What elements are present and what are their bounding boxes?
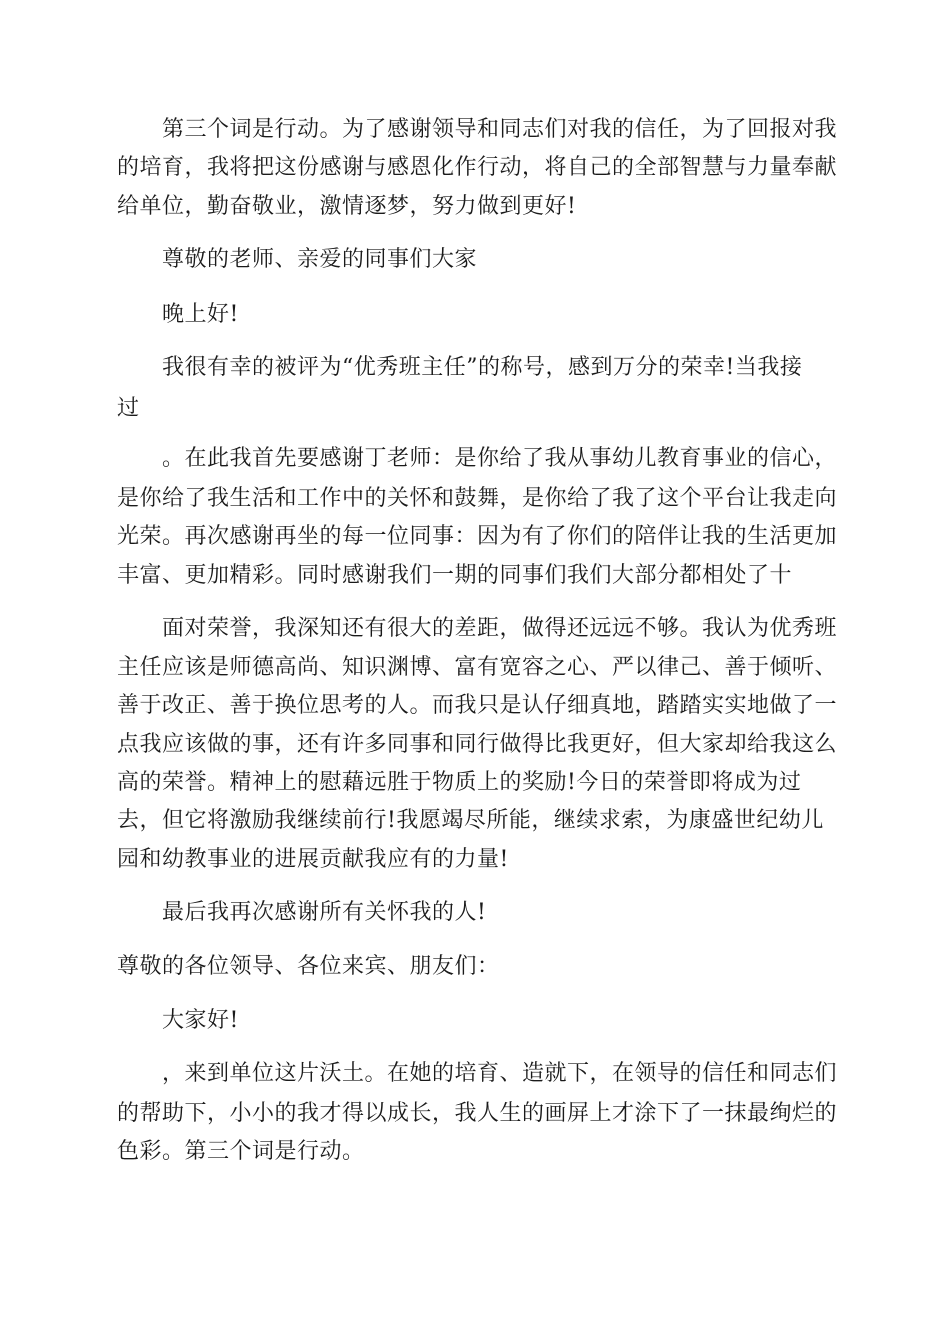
text-line: 善于改正、善于换位思考的人。而我只是认仔细真地，踏踏实实地做了一 bbox=[117, 693, 838, 718]
text-line: 高的荣誉。精神上的慰藉远胜于物质上的奖励!今日的荣誉即将成为过 bbox=[117, 770, 802, 795]
text-line: 的培育，我将把这份感谢与感恩化作行动，将自己的全部智慧与力量奉献 bbox=[117, 155, 838, 180]
text-line: 。在此我首先要感谢丁老师：是你给了我从事幼儿教育事业的信心， bbox=[162, 446, 838, 471]
text-line: 园和幼教事业的进展贡献我应有的力量! bbox=[117, 847, 509, 872]
text-line: 面对荣誉，我深知还有很大的差距，做得还远远不够。我认为优秀班 bbox=[162, 616, 838, 641]
text-line: 的帮助下，小小的我才得以成长，我人生的画屏上才涂下了一抹最绚烂的 bbox=[117, 1101, 838, 1126]
text-line: 光荣。再次感谢再坐的每一位同事：因为有了你们的陪伴让我的生活更加 bbox=[117, 524, 838, 549]
text-line: 最后我再次感谢所有关怀我的人! bbox=[162, 900, 487, 925]
text-line: 是你给了我生活和工作中的关怀和鼓舞，是你给了我了这个平台让我走向 bbox=[117, 486, 838, 511]
text-line: 色彩。第三个词是行动。 bbox=[117, 1139, 365, 1164]
text-line: ，来到单位这片沃土。在她的培育、造就下，在领导的信任和同志们 bbox=[162, 1061, 838, 1086]
text-line: 给单位，勤奋敬业，激情逐梦，努力做到更好! bbox=[117, 194, 577, 219]
text-line: 尊敬的老师、亲爱的同事们大家 bbox=[162, 247, 478, 272]
text-line: 晚上好! bbox=[162, 302, 239, 327]
text-line: 丰富、更加精彩。同时感谢我们一期的同事们我们大部分都相处了十 bbox=[117, 563, 793, 588]
text-line: 点我应该做的事，还有许多同事和同行做得比我更好，但大家却给我这么 bbox=[117, 732, 838, 757]
text-line: 第三个词是行动。为了感谢领导和同志们对我的信任，为了回报对我 bbox=[162, 117, 838, 142]
text-line: 我很有幸的被评为“优秀班主任”的称号，感到万分的荣幸!当我接 bbox=[162, 355, 803, 380]
text-line: 大家好! bbox=[162, 1008, 239, 1033]
text-line: 主任应该是师德高尚、知识渊博、富有宽容之心、严以律己、善于倾听、 bbox=[117, 655, 838, 680]
text-line: 去，但它将激励我继续前行!我愿竭尽所能，继续求索，为康盛世纪幼儿 bbox=[117, 808, 824, 833]
text-line: 过 bbox=[117, 396, 140, 421]
text-line: 尊敬的各位领导、各位来宾、朋友们： bbox=[117, 954, 500, 979]
